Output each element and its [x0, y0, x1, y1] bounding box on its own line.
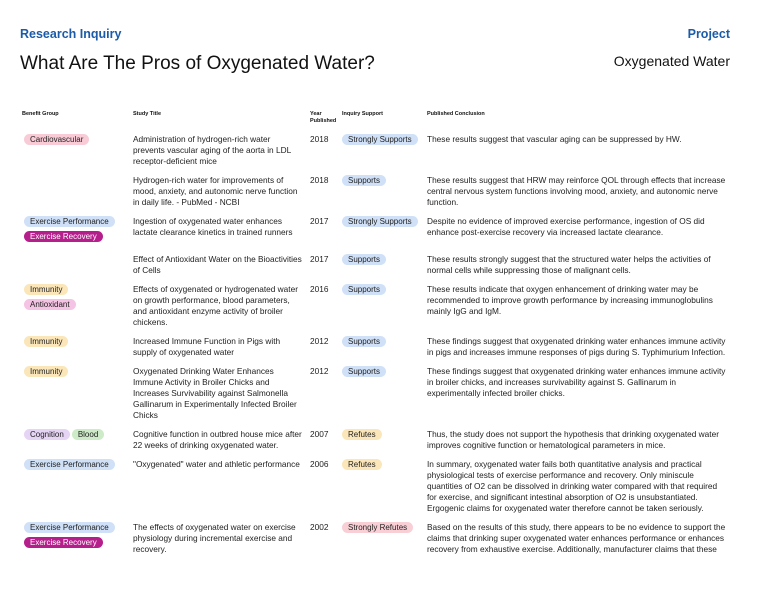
support-badge[interactable]: Supports: [342, 284, 386, 295]
benefit-tag[interactable]: Exercise Performance: [24, 522, 115, 533]
support-badge[interactable]: Supports: [342, 336, 386, 347]
benefit-group-cell: [20, 175, 131, 216]
support-badge[interactable]: Strongly Supports: [342, 134, 418, 145]
year-cell: 2018: [310, 175, 329, 185]
table-row[interactable]: [20, 522, 732, 563]
year-cell: 2002: [310, 522, 329, 532]
col-published-conclusion: Published Conclusion: [427, 111, 485, 117]
benefit-tag[interactable]: Exercise Performance: [24, 459, 115, 470]
table-row[interactable]: [20, 216, 732, 254]
year-cell: 2012: [310, 366, 329, 376]
col-study-title: Study Title: [133, 111, 162, 117]
inquiry-support-cell: [340, 284, 425, 336]
benefit-group-cell: [20, 366, 131, 429]
year-cell: 2018: [310, 134, 329, 144]
published-conclusion-cell: Despite no evidence of improved exercise performance, ingestion of OS did enhance post-exercise recovery via increased lactate clearance.: [427, 216, 705, 237]
study-title-cell[interactable]: Cognitive function in outbred house mice after 22 weeks of drinking oxygenated water.: [133, 429, 302, 450]
benefit-group-cell: [20, 522, 131, 563]
research-table: [20, 111, 732, 563]
study-title-cell[interactable]: Effect of Antioxidant Water on the Bioactivities of Cells: [133, 254, 302, 275]
inquiry-support-cell: [340, 336, 425, 366]
published-conclusion-cell: These results indicate that oxygen enhancement of drinking water may be recommended to improve growth performance by increasing immunoglobulins mainly IgG and IgM.: [427, 284, 713, 316]
year-cell: 2016: [310, 284, 329, 294]
table-row[interactable]: [20, 284, 732, 336]
support-badge[interactable]: Strongly Supports: [342, 216, 418, 227]
inquiry-support-cell: [340, 366, 425, 429]
benefit-group-cell: [20, 254, 131, 284]
published-conclusion-cell: In summary, oxygenated water fails both quantitative analysis and practical physiological tests of exercise performance and recovery. Only miniscule quantities of O2 can be dissolved in drinking water compared with that required for exercise, and significant intestinal absorption of O2 is unsubstantiated. Ergogenic claims for oxygenated water therefore cannot be taken seriously.: [427, 459, 718, 513]
table-row[interactable]: [20, 459, 732, 522]
benefit-group-cell: [20, 134, 131, 175]
published-conclusion-cell: These findings suggest that oxygenated drinking water enhances immune activity in broiler chicks, and increases survivability against S. Gallinarum in experimentally infected broiler chicks.: [427, 366, 726, 398]
table-header-row: [20, 111, 732, 134]
table-row[interactable]: [20, 366, 732, 429]
support-badge[interactable]: Refutes: [342, 459, 382, 470]
study-title-cell[interactable]: Ingestion of oxygenated water enhances lactate clearance kinetics in trained runners: [133, 216, 293, 237]
support-badge[interactable]: Strongly Refutes: [342, 522, 413, 533]
benefit-tag[interactable]: Antioxidant: [24, 299, 76, 310]
study-title-cell[interactable]: Effects of oxygenated or hydrogenated water on growth performance, blood parameters, and antioxidant enzyme activity of broiler chickens.: [133, 284, 298, 327]
support-badge[interactable]: Supports: [342, 366, 386, 377]
table-row[interactable]: [20, 336, 732, 366]
project-label: Project: [687, 27, 730, 41]
support-badge[interactable]: Refutes: [342, 429, 382, 440]
inquiry-support-cell: [340, 254, 425, 284]
year-cell: 2006: [310, 459, 329, 469]
support-badge[interactable]: Supports: [342, 254, 386, 265]
study-title-cell[interactable]: Oxygenated Drinking Water Enhances Immune Activity in Broiler Chicks and Increases Survivability against Salmonella Gallinarum in Experimentally Infected Broiler Chicks: [133, 366, 297, 420]
benefit-tag[interactable]: Exercise Recovery: [24, 231, 103, 242]
benefit-tag[interactable]: Exercise Performance: [24, 216, 115, 227]
research-inquiry-label: Research Inquiry: [20, 27, 122, 41]
table-body: [20, 134, 732, 563]
published-conclusion-cell: These findings suggest that oxygenated drinking water enhances immune activity in pigs and increases immune responses of pigs during S. Typhimurium Infection.: [427, 336, 726, 357]
benefit-tag[interactable]: Immunity: [24, 336, 68, 347]
year-cell: 2012: [310, 336, 329, 346]
page-header: [20, 27, 730, 77]
inquiry-support-cell: [340, 459, 425, 522]
year-cell: 2017: [310, 216, 329, 226]
support-badge[interactable]: Supports: [342, 175, 386, 186]
published-conclusion-cell: Based on the results of this study, there appears to be no evidence to support the claims that drinking super oxygenated water enhances performance or enhances recovery from exhaustive exercise. Additionally, manufacturer claims that these: [427, 522, 726, 554]
year-cell: 2017: [310, 254, 329, 264]
project-name: Oxygenated Water: [613, 53, 730, 69]
table-row[interactable]: [20, 254, 732, 284]
benefit-group-cell: [20, 336, 131, 366]
inquiry-support-cell: [340, 216, 425, 254]
published-conclusion-cell: These results strongly suggest that the structured water helps the activities of normal cells while suppressing those of malignant cells.: [427, 254, 711, 275]
published-conclusion-cell: These results suggest that vascular aging can be suppressed by HW.: [427, 134, 682, 144]
year-cell: 2007: [310, 429, 329, 439]
benefit-group-cell: [20, 459, 131, 522]
study-title-cell[interactable]: Administration of hydrogen-rich water prevents vascular aging of the aorta in LDL receptor-deficient mice: [133, 134, 291, 166]
benefit-tag[interactable]: Blood: [72, 429, 104, 440]
col-benefit-group: Benefit Group: [22, 111, 59, 117]
benefit-group-cell: [20, 216, 131, 254]
benefit-tag[interactable]: Immunity: [24, 284, 68, 295]
inquiry-support-cell: [340, 175, 425, 216]
benefit-tag[interactable]: Exercise Recovery: [24, 537, 103, 548]
benefit-group-cell: [20, 429, 131, 459]
col-year-published: Year Published: [310, 111, 337, 124]
inquiry-support-cell: [340, 429, 425, 459]
study-title-cell[interactable]: The effects of oxygenated water on exercise physiology during incremental exercise and recovery.: [133, 522, 296, 554]
col-inquiry-support: Inquiry Support: [342, 111, 383, 117]
inquiry-support-cell: [340, 134, 425, 175]
benefit-group-cell: [20, 284, 131, 336]
published-conclusion-cell: These results suggest that HRW may reinforce QOL through effects that increase central nervous system functions involving mood, anxiety, and autonomic nerve function.: [427, 175, 726, 207]
table-row[interactable]: [20, 429, 732, 459]
benefit-tag[interactable]: Cardiovascular: [24, 134, 89, 145]
table-row[interactable]: [20, 134, 732, 175]
published-conclusion-cell: Thus, the study does not support the hypothesis that drinking oxygenated water improves cognitive function or hematological parameters in mice.: [427, 429, 719, 450]
inquiry-support-cell: [340, 522, 425, 563]
study-title-cell[interactable]: Hydrogen-rich water for improvements of mood, anxiety, and autonomic nerve function in daily life. - PubMed - NCBI: [133, 175, 298, 207]
benefit-tag[interactable]: Immunity: [24, 366, 68, 377]
table-row[interactable]: [20, 175, 732, 216]
study-title-cell[interactable]: Increased Immune Function in Pigs with supply of oxygenated water: [133, 336, 281, 357]
page-title: What Are The Pros of Oxygenated Water?: [20, 53, 375, 74]
benefit-tag[interactable]: Cognition: [24, 429, 70, 440]
study-title-cell[interactable]: "Oxygenated" water and athletic performance: [133, 459, 300, 469]
